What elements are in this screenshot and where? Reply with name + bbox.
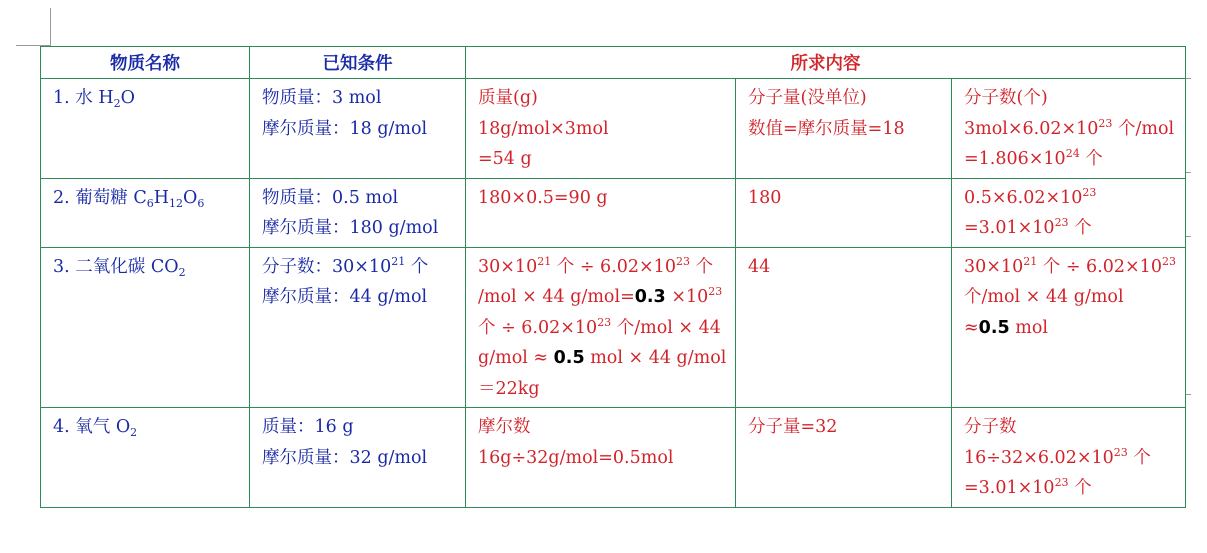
mass-cell — [466, 408, 736, 508]
mass-line: 18g/mol×3mol — [478, 118, 609, 139]
mass-cell — [466, 178, 736, 247]
substance-name-cell — [41, 79, 250, 179]
header-row — [41, 47, 1186, 79]
molecular-weight-cell — [736, 79, 952, 179]
count-line: $0.5\times 6.02\times 10^{23}$ — [964, 185, 1097, 208]
substance-name-cell — [41, 408, 250, 508]
header-known-conditions: 已知条件 — [250, 47, 466, 79]
mw-value: 数值=摩尔质量=18 — [748, 118, 905, 139]
mass-title: 摩尔数 — [478, 417, 531, 437]
mass-line: ＝22kg — [478, 378, 540, 399]
known-line: 摩尔质量：44 g/mol — [262, 287, 428, 307]
known-line: 质量：16 g — [262, 417, 354, 437]
mass-line: /mol × 44 $g/mol=0.3 \times 10^{23}$ — [478, 285, 723, 307]
page-corner-mark-vertical — [50, 8, 51, 46]
known-conditions-cell — [250, 178, 466, 247]
known-line: 摩尔质量：18 g/mol — [262, 118, 428, 139]
count-line: 个/mol × 44 g/mol — [964, 287, 1124, 307]
count-line: $=3.01\times 10^{23}$ 个 — [964, 216, 1092, 238]
table-row — [41, 79, 1186, 179]
mass-line: g/mol ≈ 0.5 mol × 44 g/mol — [478, 348, 727, 368]
table-row — [41, 408, 1186, 508]
count-title: 分子数 — [964, 417, 1017, 437]
known-line: 摩尔质量：32 g/mol — [262, 447, 428, 468]
mass-line: 180×0.5=90 g — [478, 187, 608, 208]
molecular-weight-cell — [736, 247, 952, 408]
table-row — [41, 178, 1186, 247]
substance-name-cell — [41, 178, 250, 247]
molecular-weight-cell — [736, 178, 952, 247]
header-sought-content: 所求内容 — [466, 47, 1186, 79]
header-substance-name: 物质名称 — [41, 47, 250, 79]
known-line: 分子数：$30\times 10^{21}$ 个 — [262, 254, 429, 277]
mass-cell — [466, 247, 736, 408]
count-title: 分子数(个) — [964, 88, 1048, 108]
molecule-count-cell — [952, 79, 1186, 179]
table-row — [41, 247, 1186, 408]
chemistry-table — [40, 46, 1186, 508]
known-conditions-cell — [250, 247, 466, 408]
substance-name-cell — [41, 247, 250, 408]
known-line: 物质量：0.5 mol — [262, 187, 399, 208]
mass-line: $30\times 10^{21}$ 个 ÷ $6.02\times 10^{23}$ 个 — [478, 254, 714, 277]
known-line: 摩尔质量：180 g/mol — [262, 218, 439, 238]
substance-name: 4. 氧气 $O_2$ — [53, 417, 138, 439]
molecular-weight-cell — [736, 408, 952, 508]
count-line: $30\times 10^{21}$ 个 ÷ $6.02\times 10^{23}$ — [964, 254, 1176, 277]
mw-value: 180 — [748, 187, 782, 208]
molecule-count-cell — [952, 178, 1186, 247]
count-line: $=3.01\times 10^{23}$ 个 — [964, 476, 1092, 498]
mass-line: 个 ÷ $6.02\times 10^{23}$ 个/mol × 44 — [478, 315, 721, 338]
substance-name: 2. 葡萄糖 $C_6H_{12}O_6$ — [53, 187, 205, 210]
count-line: $=1.806\times 10^{24}$ 个 — [964, 147, 1103, 169]
substance-name: 3. 二氧化碳 $CO_2$ — [53, 256, 186, 279]
molecule-count-cell — [952, 247, 1186, 408]
known-conditions-cell — [250, 79, 466, 179]
substance-name: 1. 水 $H_2O$ — [53, 88, 135, 110]
mass-cell — [466, 79, 736, 179]
mass-line: =54 g — [478, 149, 532, 169]
molecule-count-cell — [952, 408, 1186, 508]
count-line: $16\div 32\times 6.02\times 10^{23}$ 个 — [964, 445, 1151, 468]
mw-title: 分子量(没单位) — [748, 88, 867, 108]
mass-title: 质量(g) — [478, 88, 538, 108]
count-line: $3mol\times 6.02\times 10^{23}$ 个/mol — [964, 116, 1175, 139]
mw-value: 分子量=32 — [748, 417, 838, 437]
mass-line: 16g÷32g/mol=0.5mol — [478, 447, 674, 468]
count-line: ≈0.5 mol — [964, 317, 1048, 338]
known-line: 物质量：3 mol — [262, 88, 382, 108]
mw-value: 44 — [748, 256, 771, 277]
known-conditions-cell — [250, 408, 466, 508]
